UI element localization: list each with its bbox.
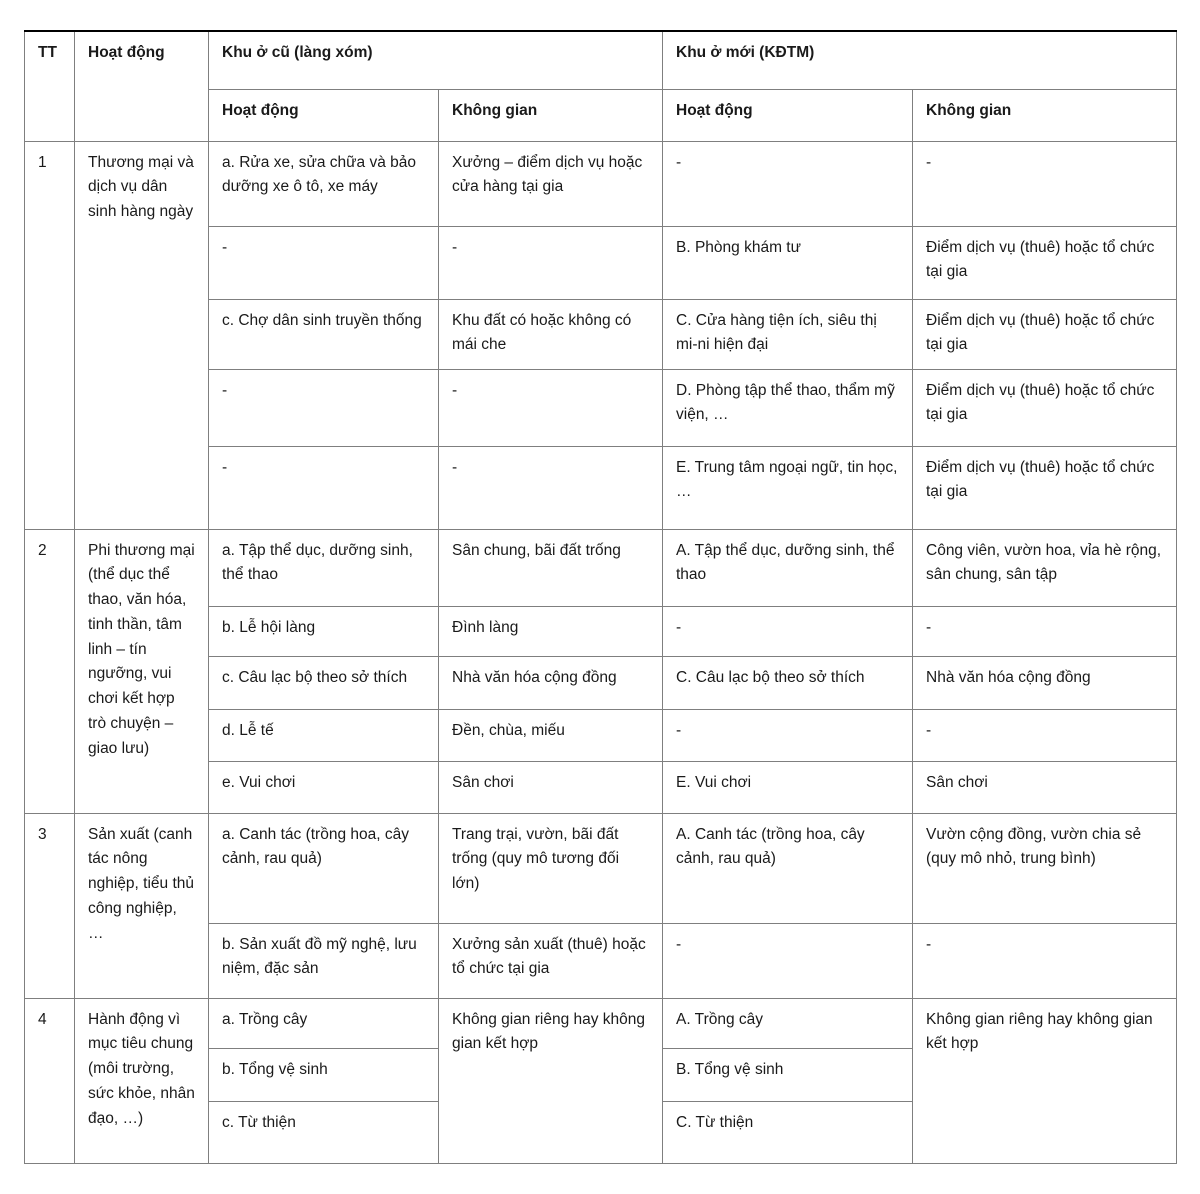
- cell-new-space: -: [913, 709, 1177, 761]
- cell-new-activity: D. Phòng tập thể thao, thẩm mỹ viện, …: [663, 369, 913, 446]
- row-category: Hành động vì mục tiêu chung (môi trường, sức khỏe, nhân đạo, …): [75, 998, 209, 1163]
- cell-old-space: Sân chung, bãi đất trống: [439, 529, 663, 606]
- cell-new-activity: -: [663, 141, 913, 226]
- cell-old-space: Xưởng – điểm dịch vụ hoặc cửa hàng tại gia: [439, 141, 663, 226]
- cell-new-activity: A. Tập thể dục, dưỡng sinh, thể thao: [663, 529, 913, 606]
- cell-old-space: Đền, chùa, miếu: [439, 709, 663, 761]
- cell-old-activity: c. Từ thiện: [209, 1101, 439, 1163]
- cell-new-activity: A. Canh tác (trồng hoa, cây cảnh, rau quả): [663, 813, 913, 923]
- cell-old-space: Sân chơi: [439, 761, 663, 813]
- cell-old-activity: a. Rửa xe, sửa chữa và bảo dưỡng xe ô tô, xe máy: [209, 141, 439, 226]
- table-row: [25, 813, 1177, 923]
- cell-old-activity: b. Tổng vệ sinh: [209, 1048, 439, 1101]
- cell-old-activity: a. Tập thể dục, dưỡng sinh, thể thao: [209, 529, 439, 606]
- row-category: Sản xuất (canh tác nông nghiệp, tiểu thủ công nghiệp, …: [75, 813, 209, 998]
- cell-new-space: Nhà văn hóa cộng đồng: [913, 656, 1177, 709]
- cell-new-space: Sân chơi: [913, 761, 1177, 813]
- cell-old-activity: c. Câu lạc bộ theo sở thích: [209, 656, 439, 709]
- row-number: 3: [25, 813, 75, 998]
- cell-new-activity: A. Trồng cây: [663, 998, 913, 1048]
- cell-new-activity: -: [663, 606, 913, 656]
- cell-new-space: Vườn cộng đồng, vườn chia sẻ (quy mô nhỏ, trung bình): [913, 813, 1177, 923]
- row-number: 4: [25, 998, 75, 1163]
- cell-new-activity: C. Cửa hàng tiện ích, siêu thị mi-ni hiện đại: [663, 299, 913, 369]
- cell-old-space: -: [439, 369, 663, 446]
- row-category: Phi thương mại (thể dục thể thao, văn hóa, tinh thần, tâm linh – tín ngưỡng, vui chơi kết hợp trò chuyện – giao lưu): [75, 529, 209, 813]
- cell-old-space: Đình làng: [439, 606, 663, 656]
- cell-old-activity: c. Chợ dân sinh truyền thống: [209, 299, 439, 369]
- cell-new-space: -: [913, 923, 1177, 998]
- cell-new-activity: B. Tổng vệ sinh: [663, 1048, 913, 1101]
- table-row: [25, 998, 1177, 1048]
- cell-new-space: Điểm dịch vụ (thuê) hoặc tổ chức tại gia: [913, 226, 1177, 299]
- cell-new-space: Điểm dịch vụ (thuê) hoặc tổ chức tại gia: [913, 369, 1177, 446]
- cell-old-activity: -: [209, 226, 439, 299]
- cell-new-space: Điểm dịch vụ (thuê) hoặc tổ chức tại gia: [913, 299, 1177, 369]
- header-new-area: Khu ở mới (KĐTM): [663, 31, 1177, 89]
- cell-old-activity: -: [209, 369, 439, 446]
- header-old-area: Khu ở cũ (làng xóm): [209, 31, 663, 89]
- cell-new-space: Công viên, vườn hoa, vỉa hè rộng, sân chung, sân tập: [913, 529, 1177, 606]
- cell-new-space: -: [913, 141, 1177, 226]
- cell-new-activity: C. Từ thiện: [663, 1101, 913, 1163]
- cell-new-activity: C. Câu lạc bộ theo sở thích: [663, 656, 913, 709]
- cell-new-activity: -: [663, 709, 913, 761]
- cell-new-activity: E. Vui chơi: [663, 761, 913, 813]
- activities-comparison-table: [24, 30, 1177, 1164]
- cell-new-space: -: [913, 606, 1177, 656]
- cell-new-activity: B. Phòng khám tư: [663, 226, 913, 299]
- cell-new-activity: E. Trung tâm ngoại ngữ, tin học, …: [663, 446, 913, 529]
- row-number: 2: [25, 529, 75, 813]
- cell-old-activity: b. Sản xuất đồ mỹ nghệ, lưu niệm, đặc sản: [209, 923, 439, 998]
- cell-old-space: Không gian riêng hay không gian kết hợp: [439, 998, 663, 1163]
- header-new-activity: Hoạt động: [663, 89, 913, 141]
- cell-new-activity: -: [663, 923, 913, 998]
- header-row-1: [25, 31, 1177, 89]
- cell-old-space: -: [439, 226, 663, 299]
- cell-old-activity: b. Lễ hội làng: [209, 606, 439, 656]
- cell-old-activity: -: [209, 446, 439, 529]
- cell-old-activity: a. Canh tác (trồng hoa, cây cảnh, rau quả): [209, 813, 439, 923]
- header-old-activity: Hoạt động: [209, 89, 439, 141]
- cell-old-space: -: [439, 446, 663, 529]
- row-number: 1: [25, 141, 75, 529]
- cell-old-activity: a. Trồng cây: [209, 998, 439, 1048]
- cell-old-activity: e. Vui chơi: [209, 761, 439, 813]
- cell-old-space: Khu đất có hoặc không có mái che: [439, 299, 663, 369]
- row-category: Thương mại và dịch vụ dân sinh hàng ngày: [75, 141, 209, 529]
- cell-new-space: Điểm dịch vụ (thuê) hoặc tổ chức tại gia: [913, 446, 1177, 529]
- header-old-space: Không gian: [439, 89, 663, 141]
- cell-old-space: Xưởng sản xuất (thuê) hoặc tổ chức tại gia: [439, 923, 663, 998]
- cell-old-activity: d. Lễ tế: [209, 709, 439, 761]
- cell-old-space: Nhà văn hóa cộng đồng: [439, 656, 663, 709]
- cell-new-space: Không gian riêng hay không gian kết hợp: [913, 998, 1177, 1163]
- header-tt: TT: [25, 31, 75, 141]
- cell-old-space: Trang trại, vườn, bãi đất trống (quy mô tương đối lớn): [439, 813, 663, 923]
- table-row: [25, 529, 1177, 606]
- header-new-space: Không gian: [913, 89, 1177, 141]
- table-row: [25, 141, 1177, 226]
- header-activity: Hoạt động: [75, 31, 209, 141]
